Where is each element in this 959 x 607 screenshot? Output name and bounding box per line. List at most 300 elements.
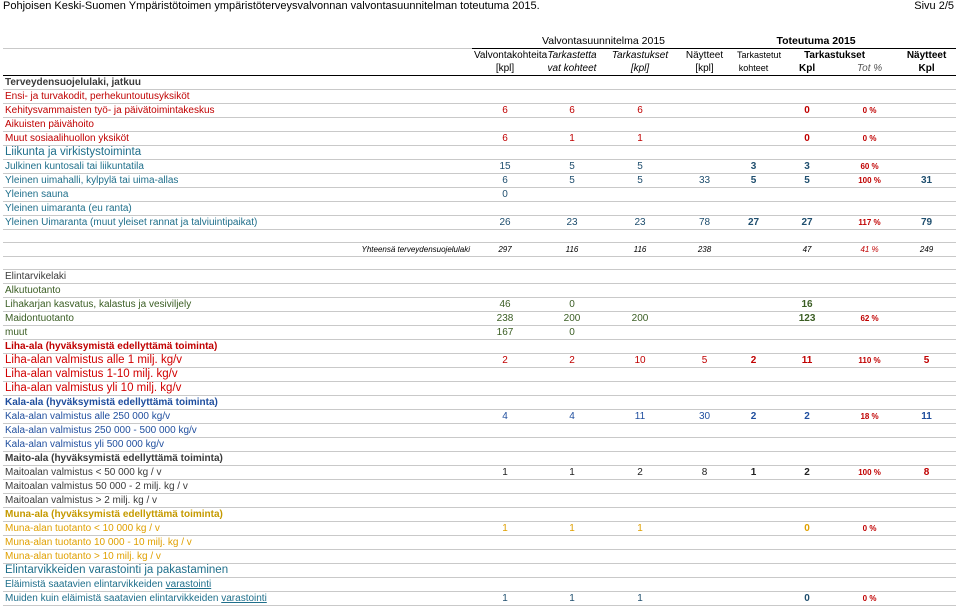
cell-value: 6 [472, 132, 538, 146]
plan-group-header: Valvontasuunnitelma 2015 [472, 34, 735, 49]
cell-value [842, 452, 897, 466]
cell-value [842, 508, 897, 522]
col-samples-unit: [kpl] [674, 62, 735, 76]
cell-value [735, 522, 772, 536]
cell-value [538, 382, 606, 396]
cell-value [772, 368, 842, 382]
cell-value [735, 382, 772, 396]
cell-value: 6 [472, 174, 538, 188]
cell-value [674, 326, 735, 340]
cell-value [674, 312, 735, 326]
cell-value: 62 % [842, 312, 897, 326]
cell-value [472, 202, 538, 216]
cell-value [538, 90, 606, 104]
cell-value [606, 202, 674, 216]
cell-value [472, 368, 538, 382]
cell-value: 238 [472, 312, 538, 326]
row-label: Aikuisten päivähoito [3, 118, 472, 132]
cell-value: 1 [538, 132, 606, 146]
total-value: 47 [772, 243, 842, 257]
table-row [3, 424, 956, 438]
cell-value [538, 550, 606, 564]
total-row [3, 243, 956, 257]
cell-value [674, 578, 735, 592]
cell-value [897, 396, 956, 410]
cell-value: 3 [772, 160, 842, 174]
cell-value [674, 90, 735, 104]
cell-value [842, 76, 897, 90]
cell-value: 0 [772, 104, 842, 118]
cell-value [472, 578, 538, 592]
cell-value [735, 368, 772, 382]
cell-value: 100 % [842, 466, 897, 480]
cell-value [606, 146, 674, 160]
cell-value: 23 [538, 216, 606, 230]
table-row [3, 312, 956, 326]
cell-value: 6 [606, 104, 674, 118]
cell-value [472, 480, 538, 494]
cell-value [735, 188, 772, 202]
cell-value [842, 368, 897, 382]
cell-value [772, 284, 842, 298]
table-row [3, 146, 956, 160]
cell-value [472, 340, 538, 354]
document-title: Pohjoisen Keski-Suomen Ympäristötoimen ympäristöterveysvalvonnan valvontasuunnitelman toteutuma 2015. [3, 0, 540, 12]
cell-value [538, 480, 606, 494]
total-value: 238 [674, 243, 735, 257]
cell-value: 5 [772, 174, 842, 188]
cell-value [735, 132, 772, 146]
cell-value: 123 [772, 312, 842, 326]
cell-value [735, 104, 772, 118]
cell-value [735, 90, 772, 104]
table-row [3, 578, 956, 592]
cell-value: 16 [772, 298, 842, 312]
cell-value: 18 % [842, 410, 897, 424]
header-row-3 [3, 62, 956, 76]
cell-value: 1 [538, 592, 606, 606]
cell-value [735, 146, 772, 160]
cell-value [842, 424, 897, 438]
cell-value: 167 [472, 326, 538, 340]
row-label: Kala-alan valmistus 250 000 - 500 000 kg/v [3, 424, 472, 438]
table-row [3, 382, 956, 396]
cell-value [735, 340, 772, 354]
cell-value [897, 438, 956, 452]
cell-value [674, 368, 735, 382]
cell-value [735, 118, 772, 132]
col-inspections-header: Tarkastukset [611, 50, 669, 61]
cell-value [606, 284, 674, 298]
col-inspections-unit: [kpl] [606, 62, 674, 76]
cell-value [472, 508, 538, 522]
cell-value [538, 146, 606, 160]
cell-value: 5 [674, 354, 735, 368]
cell-value [897, 188, 956, 202]
cell-value: 1 [606, 132, 674, 146]
cell-value: 10 [606, 354, 674, 368]
cell-value [606, 564, 674, 578]
row-label: Muna-alan tuotanto > 10 milj. kg / v [3, 550, 472, 564]
col-inspected-header: Tarkastetut [737, 50, 782, 60]
cell-value [842, 536, 897, 550]
cell-value: 5 [606, 174, 674, 188]
cell-value [897, 508, 956, 522]
cell-value [897, 202, 956, 216]
cell-value [772, 564, 842, 578]
col-actual-inspections-header: Tarkastukset [804, 50, 866, 61]
total-value: 297 [472, 243, 538, 257]
cell-value [674, 438, 735, 452]
cell-value [735, 424, 772, 438]
cell-value [735, 494, 772, 508]
cell-value [772, 508, 842, 522]
cell-value [735, 578, 772, 592]
cell-value [897, 382, 956, 396]
cell-value [472, 118, 538, 132]
col-actual-samples-header: Näytteet [906, 50, 947, 61]
page-number: Sivu 2/5 [914, 0, 954, 12]
cell-value [735, 76, 772, 90]
table-row [3, 522, 956, 536]
cell-value: 6 [538, 104, 606, 118]
cell-value: 8 [897, 466, 956, 480]
cell-value [772, 536, 842, 550]
cell-value: 0 % [842, 522, 897, 536]
cell-value [772, 202, 842, 216]
row-label: muut [3, 326, 472, 340]
table-row [3, 188, 956, 202]
cell-value: 30 [674, 410, 735, 424]
cell-value [538, 284, 606, 298]
cell-value: 33 [674, 174, 735, 188]
cell-value [472, 270, 538, 284]
cell-value [472, 564, 538, 578]
cell-value [674, 270, 735, 284]
cell-value [735, 452, 772, 466]
cell-value: 79 [897, 216, 956, 230]
cell-value [897, 522, 956, 536]
cell-value [606, 396, 674, 410]
cell-value: 27 [772, 216, 842, 230]
cell-value [842, 284, 897, 298]
row-label: Liha-ala (hyväksymistä edellyttämä toiminta) [3, 340, 472, 354]
cell-value: 1 [735, 466, 772, 480]
cell-value: 26 [472, 216, 538, 230]
cell-value [538, 494, 606, 508]
cell-value: 60 % [842, 160, 897, 174]
row-label: Yleinen uimaranta (eu ranta) [3, 202, 472, 216]
cell-value: 5 [897, 354, 956, 368]
cell-value [606, 382, 674, 396]
spacer-row [3, 257, 956, 270]
row-label: Kehitysvammaisten työ- ja päivätoimintakeskus [3, 104, 472, 118]
cell-value [897, 536, 956, 550]
table-row [3, 396, 956, 410]
table-row [3, 118, 956, 132]
cell-value [735, 312, 772, 326]
cell-value [842, 564, 897, 578]
cell-value [772, 270, 842, 284]
table-row [3, 326, 956, 340]
cell-value: 200 [538, 312, 606, 326]
cell-value [674, 118, 735, 132]
cell-value [538, 340, 606, 354]
col-targets-header: Valvontakohteita [474, 50, 548, 61]
cell-value [606, 76, 674, 90]
cell-value [842, 270, 897, 284]
cell-value: 1 [472, 466, 538, 480]
cell-value: 117 % [842, 216, 897, 230]
row-label: Lihakarjan kasvatus, kalastus ja vesiviljely [3, 298, 472, 312]
row-label: Yleinen Uimaranta (muut yleiset rannat ja talviuintipaikat) [3, 216, 472, 230]
cell-value [735, 592, 772, 606]
row-label: Liha-alan valmistus yli 10 milj. kg/v [3, 382, 472, 396]
cell-value [842, 188, 897, 202]
cell-value: 4 [538, 410, 606, 424]
cell-value [735, 298, 772, 312]
cell-value [735, 508, 772, 522]
cell-value [772, 76, 842, 90]
table-row [3, 494, 956, 508]
table-row [3, 76, 956, 90]
cell-value [674, 424, 735, 438]
row-label: Kala-alan valmistus alle 250 000 kg/v [3, 410, 472, 424]
row-label: Liikunta ja virkistystoiminta [3, 146, 472, 160]
cell-value: 31 [897, 174, 956, 188]
cell-value: 27 [735, 216, 772, 230]
cell-value [538, 438, 606, 452]
cell-value [735, 480, 772, 494]
cell-value [674, 132, 735, 146]
cell-value [606, 508, 674, 522]
table-row [3, 466, 956, 480]
table-row [3, 410, 956, 424]
cell-value [842, 298, 897, 312]
cell-value [842, 438, 897, 452]
cell-value [606, 480, 674, 494]
cell-value [897, 326, 956, 340]
table-row [3, 564, 956, 578]
table-row [3, 536, 956, 550]
spacer-row [3, 230, 956, 243]
row-label: Yleinen sauna [3, 188, 472, 202]
cell-value [472, 382, 538, 396]
cell-value [674, 202, 735, 216]
cell-value [842, 202, 897, 216]
col-to-inspect-header: Tarkastetta [547, 50, 597, 61]
row-label: Muna-ala (hyväksymistä edellyttämä toiminta) [3, 508, 472, 522]
cell-value [772, 438, 842, 452]
cell-value [842, 382, 897, 396]
row-label: Maito-ala (hyväksymistä edellyttämä toiminta) [3, 452, 472, 466]
cell-value [606, 578, 674, 592]
cell-value: 0 [472, 188, 538, 202]
row-label: Maitoalan valmistus > 2 milj. kg / v [3, 494, 472, 508]
cell-value: 11 [606, 410, 674, 424]
cell-value [897, 578, 956, 592]
cell-value [472, 550, 538, 564]
cell-value [472, 424, 538, 438]
actual-group-header: Toteutuma 2015 [735, 34, 897, 49]
cell-value [472, 146, 538, 160]
cell-value [472, 494, 538, 508]
cell-value [772, 118, 842, 132]
cell-value: 0 [538, 298, 606, 312]
cell-value: 1 [538, 522, 606, 536]
cell-value [538, 76, 606, 90]
cell-value [772, 146, 842, 160]
cell-value [772, 340, 842, 354]
cell-value: 100 % [842, 174, 897, 188]
cell-value [606, 340, 674, 354]
cell-value: 2 [772, 466, 842, 480]
row-label: Maitoalan valmistus < 50 000 kg / v [3, 466, 472, 480]
cell-value [674, 550, 735, 564]
cell-value: 200 [606, 312, 674, 326]
cell-value: 6 [472, 104, 538, 118]
cell-value [674, 340, 735, 354]
cell-value [472, 284, 538, 298]
cell-value [606, 368, 674, 382]
row-label: Alkutuotanto [3, 284, 472, 298]
cell-value [538, 202, 606, 216]
cell-value: 0 % [842, 132, 897, 146]
cell-value [674, 188, 735, 202]
cell-value: 1 [606, 592, 674, 606]
cell-value [772, 396, 842, 410]
cell-value [606, 424, 674, 438]
cell-value [897, 76, 956, 90]
cell-value [606, 270, 674, 284]
table-row [3, 160, 956, 174]
cell-value [897, 312, 956, 326]
cell-value [674, 564, 735, 578]
cell-value: 11 [897, 410, 956, 424]
cell-value [538, 396, 606, 410]
cell-value [674, 522, 735, 536]
cell-value: 0 [772, 592, 842, 606]
cell-value [674, 382, 735, 396]
cell-value [842, 90, 897, 104]
cell-value [606, 536, 674, 550]
header-row-1 [3, 34, 956, 49]
cell-value [842, 494, 897, 508]
cell-value: 0 % [842, 592, 897, 606]
cell-value [538, 564, 606, 578]
cell-value [897, 160, 956, 174]
table-row [3, 340, 956, 354]
table-row [3, 508, 956, 522]
cell-value: 5 [538, 174, 606, 188]
cell-value: 3 [735, 160, 772, 174]
cell-value [674, 452, 735, 466]
cell-value: 1 [538, 466, 606, 480]
cell-value [538, 536, 606, 550]
table-row [3, 480, 956, 494]
cell-value [735, 326, 772, 340]
table-row [3, 438, 956, 452]
cell-value: 0 % [842, 104, 897, 118]
cell-value [674, 508, 735, 522]
cell-value [606, 90, 674, 104]
cell-value: 5 [538, 160, 606, 174]
row-label: Liha-alan valmistus 1-10 milj. kg/v [3, 368, 472, 382]
cell-value [735, 270, 772, 284]
row-label: Yleinen uimahalli, kylpylä tai uima-allas [3, 174, 472, 188]
cell-value: 8 [674, 466, 735, 480]
cell-value [538, 508, 606, 522]
row-label: Maitoalan valmistus 50 000 - 2 milj. kg / v [3, 480, 472, 494]
cell-value [538, 368, 606, 382]
cell-value [772, 90, 842, 104]
cell-value [842, 396, 897, 410]
table-row [3, 368, 956, 382]
cell-value [606, 298, 674, 312]
row-label: Muna-alan tuotanto 10 000 - 10 milj. kg / v [3, 536, 472, 550]
row-label: Terveydensuojelulaki, jatkuu [3, 76, 472, 90]
cell-value: 0 [772, 132, 842, 146]
cell-value [538, 188, 606, 202]
row-label: Kala-alan valmistus yli 500 000 kg/v [3, 438, 472, 452]
cell-value [897, 340, 956, 354]
page-header [0, 0, 959, 15]
cell-value [842, 480, 897, 494]
cell-value [772, 494, 842, 508]
cell-value: 1 [606, 522, 674, 536]
col-to-inspect-unit: vat kohteet [538, 62, 606, 76]
cell-value [735, 202, 772, 216]
row-label: Kala-ala (hyväksymistä edellyttämä toiminta) [3, 396, 472, 410]
cell-value [897, 424, 956, 438]
table-row [3, 452, 956, 466]
monitoring-table [3, 34, 956, 606]
cell-value [842, 326, 897, 340]
cell-value [897, 90, 956, 104]
cell-value [897, 298, 956, 312]
cell-value [772, 452, 842, 466]
cell-value: 46 [472, 298, 538, 312]
cell-value [472, 536, 538, 550]
cell-value [674, 396, 735, 410]
cell-value [674, 494, 735, 508]
cell-value [772, 188, 842, 202]
row-label: Julkinen kuntosali tai liikuntatila [3, 160, 472, 174]
cell-value [735, 536, 772, 550]
cell-value [735, 438, 772, 452]
row-label: Liha-alan valmistus alle 1 milj. kg/v [3, 354, 472, 368]
cell-value: 2 [606, 466, 674, 480]
row-label: Ensi- ja turvakodit, perhekuntoutusyksiköt [3, 90, 472, 104]
col-total-percent-unit: Tot % [842, 62, 897, 76]
cell-value [674, 298, 735, 312]
cell-value [674, 592, 735, 606]
cell-value [472, 452, 538, 466]
cell-value [472, 438, 538, 452]
table-row [3, 298, 956, 312]
table-row [3, 174, 956, 188]
cell-value: 0 [538, 326, 606, 340]
col-inspected-unit: kohteet [735, 62, 772, 76]
cell-value [897, 452, 956, 466]
cell-value: 23 [606, 216, 674, 230]
cell-value [606, 188, 674, 202]
cell-value [538, 578, 606, 592]
table-row [3, 216, 956, 230]
cell-value [472, 396, 538, 410]
cell-value: 15 [472, 160, 538, 174]
total-value: 249 [897, 243, 956, 257]
